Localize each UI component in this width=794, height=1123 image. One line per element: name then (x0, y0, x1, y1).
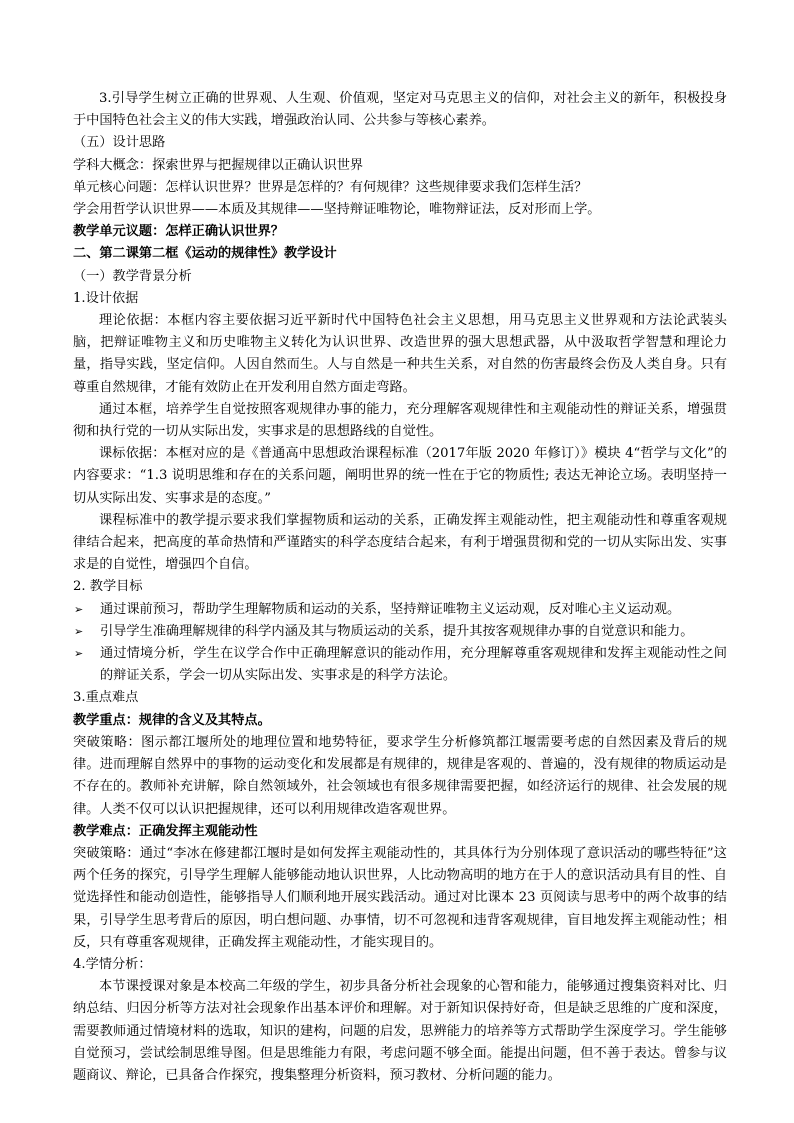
learn-philosophy-line: 学会用哲学认识世界——本质及其规律——坚持辩证唯物论，唯物辩证法，反对形而上学。 (73, 202, 601, 218)
key-point-strategy: 突破策略：图示都江堰所处的地理位置和地势特征，要求学生分析修筑都江堰需要考虑的自然因素及背后的规律。进而理解自然界中的事物的运动变化和发展都是有规律的，规律是客观的、普遍的，没有规律的物质运动是不存在的。教师补充讲解，除自然领域外，社会领域也有很多规律需要把握，如经济运行的规律、社会发展的规律。人类不仅可以认识把握规律，还可以利用规律改造客观世界。 (73, 734, 727, 817)
key-point: 教学重点：规律的含义及其特点。 (73, 712, 271, 728)
paragraph-through-this-lesson: 通过本框，培养学生自觉按照客观规律办事的能力，充分理解客观规律性和主观能动性的辩证关系，增强贯彻和执行党的一切从实际出发，实事求是的思想路线的自觉性。 (73, 401, 727, 440)
heading-design-basis: 1.设计依据 (73, 290, 139, 306)
list-item: ➢ 引导学生准确理解规律的科学内涵及其与物质运动的关系，提升其按客观规律办事的自觉意识和能力。 (73, 621, 727, 643)
arrow-bullet-icon: ➢ (74, 624, 84, 638)
difficult-point: 教学难点：正确发挥主观能动性 (73, 823, 258, 839)
paragraph-goal-3: 3.引导学生树立正确的世界观、人生观、价值观，坚定对马克思主义的信仰，对社会主义的新年，积极投身于中国特色社会主义的伟大实践，增强政治认同、公共参与等核心素养。 (73, 91, 727, 129)
big-concept: 学科大概念：探索世界与把握规律以正确认识世界 (73, 157, 364, 173)
heading-key-difficult: 3.重点难点 (73, 690, 139, 706)
paragraph-curriculum-hints: 课程标准中的教学提示要求我们掌握物质和运动的关系，正确发挥主观能动性，把主观能动性和尊重客观规律结合起来，把高度的革命热情和严谨踏实的科学态度结合起来，有利于增强贯彻和党的一切从实际出发、实事求是的自觉性，增强四个自信。 (73, 512, 727, 573)
unit-topic: 教学单元议题：怎样正确认识世界？ (73, 224, 284, 240)
document-page (73, 88, 727, 1087)
section-two-title: 二、第二课第二框《运动的规律性》教学设计 (73, 246, 337, 262)
list-item: ➢ 通过课前预习，帮助学生理解物质和运动的关系，坚持辩证唯物主义运动观，反对唯心主义运动观。 (73, 599, 727, 621)
arrow-bullet-icon: ➢ (74, 647, 84, 661)
unit-core-question: 单元核心问题：怎样认识世界？世界是怎样的？有何规律？这些规律要求我们怎样生活？ (73, 179, 588, 195)
paragraph-student-analysis: 本节课授课对象是本校高二年级的学生，初步具备分析社会现象的心智和能力，能够通过搜集资料对比、归纳总结、归因分析等方法对社会现象作出基本评价和理解。对于新知识保持好奇，但是缺乏思维的广度和深度，需要教师通过情境材料的选取，知识的建构，问题的启发，思辨能力的培养等方式帮助学生深度学习。学生能够自觉预习，尝试绘制思维导图。但是思维能力有限，考虑问题不够全面。能提出问题，但不善于表达。曾参与议题商议、辩论，已具备合作探究，搜集整理分析资料，预习教材、分析问题的能力。 (73, 979, 727, 1083)
paragraph-theory-basis: 理论依据：本框内容主要依据习近平新时代中国特色社会主义思想，用马克思主义世界观和方法论武装头脑，把辩证唯物主义和历史唯物主义转化为认识世界、改造世界的强大思想武器，从中汲取哲学智慧和理论力量，指导实践，坚定信仰。人因自然而生。人与自然是一种共生关系，对自然的伤害最终会伤及人类自身。只有尊重自然规律，才能有效防止在开发利用自然方面走弯路。 (73, 313, 727, 395)
arrow-bullet-icon: ➢ (74, 602, 84, 616)
heading-teaching-goals: 2. 教学目标 (73, 579, 143, 595)
heading-design-thinking: （五）设计思路 (73, 135, 166, 151)
heading-background: （一）教学背景分析 (73, 268, 192, 284)
paragraph-curriculum-basis: 课标依据：本框对应的是《普通高中思想政治课程标准（2017年版 2020 年修订）》模块 4“哲学与文化”的内容要求：“1.3 说明思维和存在的关系问题，阐明世界的统一性在于它的物质性; 表达无神论立场。表明坚持一切从实际出发、实事求是的态度。” (73, 446, 727, 506)
difficult-point-strategy: 突破策略：通过“李冰在修建都江堰时是如何发挥主观能动性的，其具体行为分别体现了意识活动的哪些特征”这两个任务的探究，引导学生理解人能够能动地认识世界，人比动物高明的地方在于人的意识活动具有目的性、自觉选择性和能动创造性，能够指导人们顺利地开展实践活动。通过对比课本 23 页阅读与思考中的两个故事的结果，引导学生思考背后的原因，明白想问题、办事情，切不可忽视和违背客观规律，盲目地发挥主观能动性；相反，只有尊重客观规律，正确发挥主观能动性，才能实现目的。 (73, 845, 727, 950)
goals-list (73, 599, 727, 688)
heading-student-analysis: 4.学情分析： (73, 956, 152, 972)
list-item: ➢ 通过情境分析，学生在议学合作中正确理解意识的能动作用，充分理解尊重客观规律和发挥主观能动性之间的辩证关系，学会一切从实际出发、实事求是的科学方法论。 (73, 643, 727, 687)
